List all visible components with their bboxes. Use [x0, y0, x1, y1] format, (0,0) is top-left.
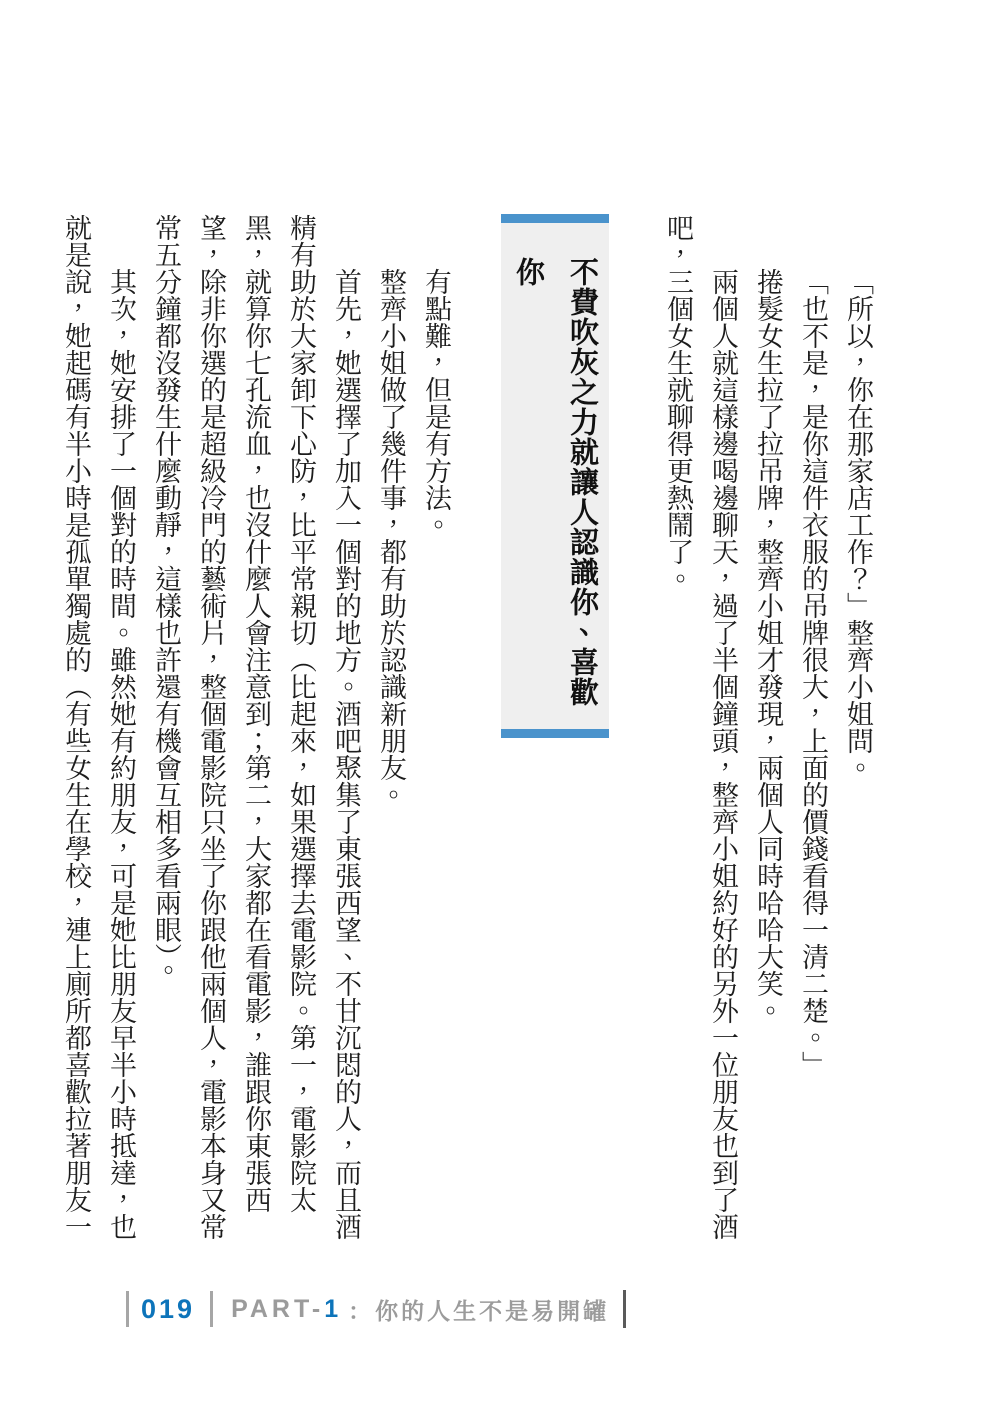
- footer-divider: [126, 1291, 129, 1327]
- part-caption: [231, 1293, 609, 1326]
- part-label: PART-: [231, 1294, 325, 1323]
- paragraph: 有點難，但是有方法。: [421, 268, 451, 538]
- paragraph: 捲髮女生拉了拉吊牌，整齊小姐才發現，兩個人同時哈哈大笑。: [753, 268, 783, 1024]
- footer-divider: [623, 1290, 626, 1328]
- paragraph: 兩個人就這樣邊喝邊聊天，過了半個鐘頭，整齊小姐約好的另外一位朋友也到了酒吧，三個女生就聊得更熱鬧了。: [663, 214, 738, 1240]
- part-separator: ：: [348, 1297, 372, 1324]
- paragraph: 「也不是，是你這件衣服的吊牌很大，上面的價錢看得一清二楚。」: [798, 268, 828, 1078]
- page-number: 019: [141, 1293, 196, 1324]
- paragraph: 其次，她安排了一個對的時間。雖然她有約朋友，可是她比朋友早半小時抵達，也就是說，她起碼有半小時是孤單獨處的（有些女生在學校，連上廁所都喜歡拉著朋友一: [61, 214, 136, 1240]
- part-number: 1: [324, 1294, 343, 1323]
- paragraph: 首先，她選擇了加入一個對的地方。酒吧聚集了東張西望、不甘沉悶的人，而且酒精有助於大家卸下心防，比平常親切（比起來，如果選擇去電影院。第一，電影院太黑，就算你七孔流血，也沒什麼人會注意到；第二，大家都在看電影，誰跟你東張西望，除非你選的是超級冷門的藝術片，整個電影院只坐了你跟他兩個人，電影本身又常常五分鐘都沒發生什麼動靜，這樣也許還有機會互相多看兩眼）。: [151, 214, 361, 1240]
- part-title: 你的人生不是易開罐: [375, 1297, 610, 1324]
- footer-divider: [210, 1291, 213, 1327]
- paragraph: 整齊小姐做了幾件事，都有助於認識新朋友。: [376, 268, 406, 808]
- section-heading: 不費吹灰之力就讓人認識你、喜歡你: [501, 214, 609, 738]
- page-footer: [126, 1289, 626, 1329]
- vertical-text-block: [53, 214, 880, 1240]
- paragraph: 「所以，你在那家店工作？」整齊小姐問。: [843, 268, 873, 781]
